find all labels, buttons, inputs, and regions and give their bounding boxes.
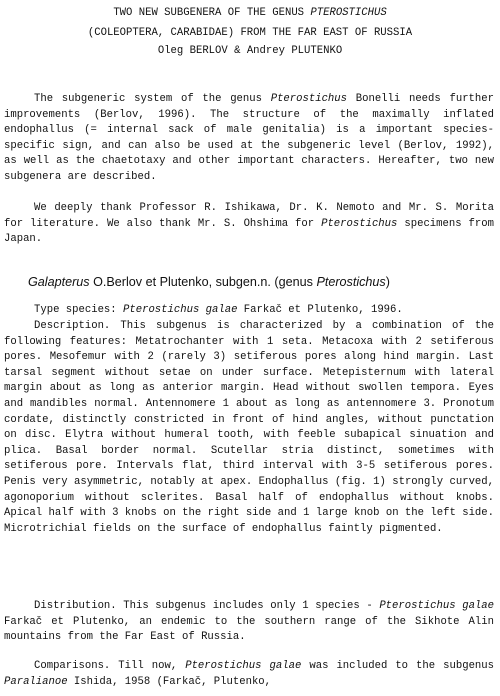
title-text: TWO NEW SUBGENERA OF THE GENUS xyxy=(113,7,311,19)
type-species-authority: Farkač et Plutenko, 1996. xyxy=(237,304,403,316)
heading-authority: O.Berlov et Plutenko, subgen.n. (genus xyxy=(89,275,317,289)
intro-p1-genus: Pterostichus xyxy=(270,93,348,105)
comparisons-species: Pterostichus galae xyxy=(185,660,302,672)
paper-title-line-2: (COLEOPTERA, CARABIDAE) FROM THE FAR EAST OF RUSSIA xyxy=(87,26,413,39)
type-species-label: Type species: xyxy=(34,304,124,316)
type-species-name: Pterostichus galae xyxy=(123,304,238,316)
comparisons-text-a: Comparisons. Till now, xyxy=(34,660,186,672)
title-genus: PTEROSTICHUS xyxy=(310,7,387,19)
heading-close-paren: ) xyxy=(385,275,390,289)
ack-text-b: specimens from Japan. xyxy=(4,217,494,246)
comparisons-subgenus: Paralianoe xyxy=(4,675,68,688)
paper-header xyxy=(0,6,500,60)
distribution-species: Pterostichus galae xyxy=(379,600,494,612)
ack-genus: Pterostichus xyxy=(321,217,398,230)
ack-text-a: We deeply thank Professor R. Ishikawa, Dr. K. Nemoto and Mr. S. Morita for literature. We also thank Mr. S. Ohshima for xyxy=(4,202,494,230)
description-paragraph: Description. This subgenus is characterized by a combination of the following features: Metatrochanter with 1 seta. Metacoxa with 2 setiferous pores. Mesofemur with 2 (rarely 3) setiferous pores along hind margin. Last tarsal segment without setae on under surface. Metepisternum with lateral margin about as long as anterior margin. Head without swollen tempora. Eyes and mandibles normal. Antennomere 1 about as long as antennomere 3. Pronotum cordate, distinctly constricted in front of hind angles, without punctation on disc. Elytra without humeral tooth, with feeble subapical sinuation and plica. Basal border normal. Scutellar stria distinct, sometimes with setiferous pore. Intervals flat, third interval with 3-5 setiferous pores. Penis very asymmetric, notably at apex. Endophallus (fig. 1) strongly curved, agonoporium without sclerites. Basal half of endophallus without knobs. Apical half with 3 knobs on the right side and 1 large knob on the left side. Microtrichial fields on the surface of endophallus faintly pigmented. xyxy=(4,320,494,535)
intro-p1-text-b: Bonelli needs further improvements (Berlov, 1996). The structure of the maximally inflated endophallus (= internal sack of male genitalia) is a important species-specific sign, and can also be used at the subgeneric level (Berlov, 1992), as well as the chaetotaxy and other important characters. Hereafter, two new subgenera are described. xyxy=(4,93,494,183)
comparisons-text-c: Ishida, 1958 (Farkač, Plutenko, xyxy=(67,675,272,688)
type-species-line xyxy=(4,303,494,319)
paper-authors: Oleg BERLOV & Andrey PLUTENKO xyxy=(157,45,343,58)
distribution-text-b: Farkač et Plutenko, an endemic to the southern range of the Sikhote Alin mountains from the Far East of Russia. xyxy=(4,615,494,644)
heading-genus: Pterostichus xyxy=(316,275,386,289)
comparisons-text-b: was included to the subgenus xyxy=(301,660,495,672)
comparisons-paragraph xyxy=(4,659,494,690)
distribution-paragraph xyxy=(4,599,494,646)
intro-paragraph-1 xyxy=(4,92,494,186)
acknowledgements-paragraph xyxy=(4,201,494,248)
heading-subgenus-name: Galapterus xyxy=(28,275,90,289)
section-heading xyxy=(28,274,390,290)
distribution-text-a: Distribution. This subgenus includes only 1 species - xyxy=(34,600,380,612)
intro-p1-text-a: The subgeneric system of the genus xyxy=(34,93,271,105)
paper-title-line-1 xyxy=(0,6,500,22)
